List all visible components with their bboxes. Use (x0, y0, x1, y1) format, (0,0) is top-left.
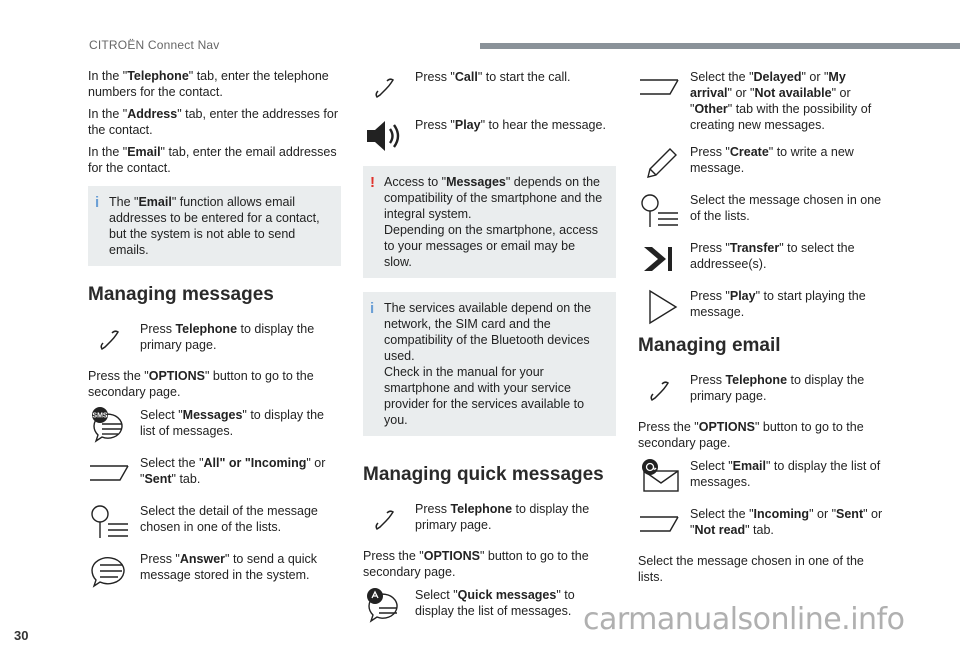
step-play-message: Press "Play" to start playing the message. (638, 287, 891, 327)
warning-marker-icon: ! (370, 174, 375, 191)
message-bubble-icon (88, 550, 132, 590)
paragraph-address-tab: In the "Address" tab, enter the addresses for the contact. (88, 107, 338, 137)
step-email-tabs: Select the "Incoming" or "Sent" or "Not read" tab. (638, 505, 891, 545)
warning-box-messages: ! Access to "Messages" depends on the compatibility of the smartphone and the integral system. Depending on the smartphone, access to your messages or email may be slow. (363, 166, 616, 278)
step-select-message: Select the message chosen in one of the lists. (638, 191, 891, 231)
paragraph-options-email: Press the "OPTIONS" button to go to the secondary page. (638, 420, 864, 450)
phone-handset-icon (363, 68, 407, 108)
header-title: CITROËN Connect Nav (89, 38, 220, 52)
play-icon (638, 287, 682, 327)
info-marker-icon: i (370, 300, 375, 317)
phone-handset-icon (638, 371, 682, 411)
step-telephone-email: Press Telephone to display the primary page. (638, 371, 891, 411)
header-bar (480, 43, 960, 49)
step-answer: Press "Answer" to send a quick message stored in the system. (88, 550, 341, 590)
quick-message-icon (363, 586, 407, 626)
step-create: Press "Create" to write a new message. (638, 143, 891, 183)
email-envelope-icon (638, 457, 682, 497)
step-quick-messages: Select "Quick messages" to display the list of messages. (363, 586, 616, 626)
watermark: carmanualsonline.info (583, 602, 905, 637)
tab-icon (638, 68, 682, 108)
page-number: 30 (14, 628, 29, 643)
phone-handset-icon (88, 320, 132, 360)
sms-bubble-icon (88, 406, 132, 446)
pencil-icon (638, 143, 682, 183)
paragraph-select-email: Select the message chosen in one of the lists. (638, 554, 864, 584)
step-quick-tabs: Select the "Delayed" or "My arrival" or "Not available" or "Other" tab with the possibility of creating new messages. (638, 68, 891, 133)
info-marker-icon: i (95, 194, 100, 211)
list-detail-icon (638, 191, 682, 231)
step-play-audio: Press "Play" to hear the message. (363, 116, 616, 156)
phone-handset-icon (363, 500, 407, 540)
column-3 (638, 68, 891, 591)
step-detail: Select the detail of the message chosen in one of the lists. (88, 502, 341, 542)
step-telephone-quick: Press Telephone to display the primary page. (363, 500, 616, 540)
section-title-managing-quick-messages: Managing quick messages (363, 464, 604, 485)
column-2 (363, 68, 616, 634)
step-call: Press "Call" to start the call. (363, 68, 616, 108)
step-telephone: Press Telephone to display the primary page. (88, 320, 341, 360)
paragraph-email-tab: In the "Email" tab, enter the email addresses for the contact. (88, 145, 337, 175)
tab-icon (638, 505, 682, 545)
tab-icon (88, 454, 132, 494)
step-email: Select "Email" to display the list of messages. (638, 457, 891, 497)
step-tabs: Select the "All" or "Incoming" or "Sent" tab. (88, 454, 341, 494)
section-title-managing-email: Managing email (638, 335, 781, 356)
svg-text:SMS: SMS (92, 412, 108, 420)
paragraph-options-quick: Press the "OPTIONS" button to go to the secondary page. (363, 549, 589, 579)
speaker-icon (363, 116, 407, 156)
step-transfer: Press "Transfer" to select the addressee(s). (638, 239, 891, 279)
transfer-arrow-icon (638, 239, 682, 279)
paragraph-telephone-tab: In the "Telephone" tab, enter the telephone numbers for the contact. (88, 69, 329, 99)
step-messages: SMS Select "Messages" to display the list of messages. (88, 406, 341, 446)
info-box-email: i The "Email" function allows email addresses to be entered for a contact, but the system is not able to send emails. (88, 186, 341, 266)
paragraph-options: Press the "OPTIONS" button to go to the secondary page. (88, 369, 314, 399)
list-detail-icon (88, 502, 132, 542)
info-box-services: i The services available depend on the network, the SIM card and the compatibility of the Bluetooth devices used. Check in the manual for your smartphone and with your service provider for the services available to you. (363, 292, 616, 436)
column-1 (88, 68, 341, 598)
section-title-managing-messages: Managing messages (88, 284, 274, 305)
